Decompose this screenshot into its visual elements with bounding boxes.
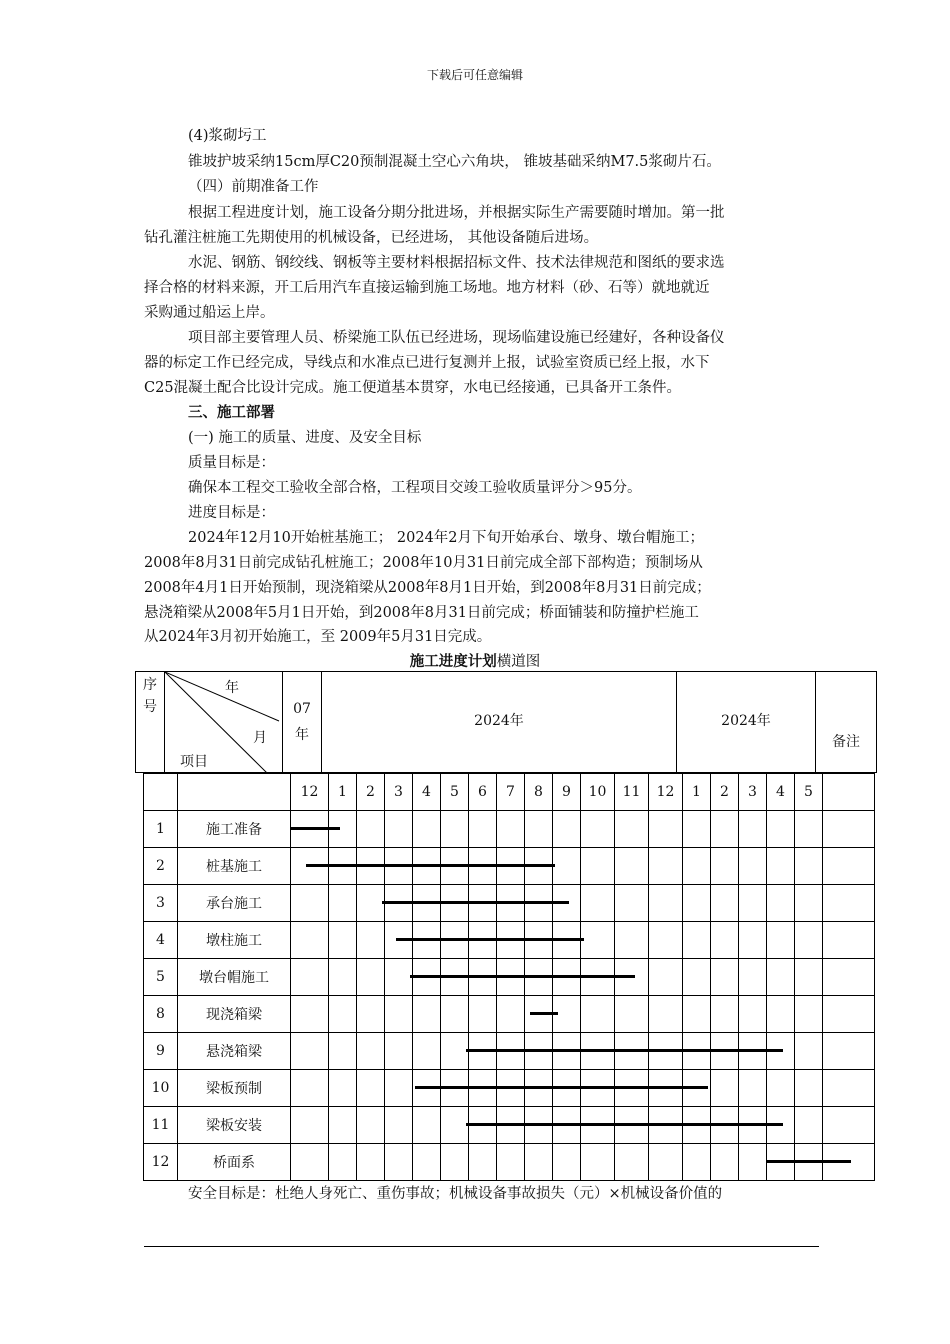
month-header: 5 <box>795 774 823 811</box>
grid-cell <box>767 996 795 1033</box>
para-line: 进度目标是： <box>188 505 275 521</box>
grid-cell <box>581 848 615 885</box>
remark-cell <box>823 1107 875 1144</box>
para-line: 根据工程进度计划，施工设备分期分批进场，并根据实际生产需要随时增加。第一批 <box>188 205 725 221</box>
grid-cell <box>649 811 683 848</box>
remark-cell <box>823 811 875 848</box>
month-row-blank <box>178 774 291 811</box>
gantt-bar <box>466 1049 784 1052</box>
grid-cell <box>795 848 823 885</box>
para-line: 2008年4月1日开始预制，现浇箱梁从2008年8月1日开始，到2008年8月31日前完成； <box>144 580 711 596</box>
month-header: 12 <box>649 774 683 811</box>
grid-cell <box>795 996 823 1033</box>
grid-cell <box>357 885 385 922</box>
grid-cell <box>795 1033 823 1070</box>
remark-cell <box>823 922 875 959</box>
para-line: (4)浆砌圬工 <box>188 128 267 144</box>
gantt-header-table <box>135 671 877 773</box>
year-a-header: 2024年 <box>322 672 677 773</box>
para-line: 采购通过船运上岸。 <box>144 305 275 321</box>
grid-cell <box>739 811 767 848</box>
footer-rule <box>144 1246 819 1247</box>
para-line: 质量目标是： <box>188 455 275 471</box>
month-row <box>144 774 875 811</box>
grid-cell <box>291 922 329 959</box>
grid-cell <box>795 1070 823 1107</box>
header-year-label: 年 <box>225 680 239 696</box>
grid-cell <box>739 959 767 996</box>
grid-cell <box>553 811 581 848</box>
gantt-bar <box>382 901 570 904</box>
grid-cell <box>329 885 357 922</box>
seq-header-cell <box>136 672 165 773</box>
month-header: 10 <box>581 774 615 811</box>
section-heading: 三、施工部署 <box>188 405 275 421</box>
para-line: 器的标定工作已经完成，导线点和水准点已进行复测并上报，试验室资质已经上报，水下 <box>144 355 710 371</box>
grid-cell <box>441 1033 469 1070</box>
grid-cell <box>357 922 385 959</box>
row-item: 梁板安装 <box>178 1107 291 1144</box>
grid-cell <box>767 811 795 848</box>
grid-cell <box>649 848 683 885</box>
grid-cell <box>615 1144 649 1181</box>
grid-cell <box>441 811 469 848</box>
row-number: 4 <box>144 922 178 959</box>
row-item: 桩基施工 <box>178 848 291 885</box>
grid-cell <box>795 811 823 848</box>
grid-cell <box>711 922 739 959</box>
para-line: 项目部主要管理人员、桥梁施工队伍已经进场，现场临建设施已经建好，各种设备仪 <box>188 330 725 346</box>
row-number: 10 <box>144 1070 178 1107</box>
row-number: 2 <box>144 848 178 885</box>
grid-cell <box>385 1144 413 1181</box>
seq-header: 序号 <box>143 677 157 715</box>
grid-cell <box>711 1144 739 1181</box>
grid-cell <box>357 1070 385 1107</box>
grid-cell <box>683 848 711 885</box>
grid-cell <box>767 959 795 996</box>
grid-cell <box>291 959 329 996</box>
remark-cell <box>823 848 875 885</box>
grid-cell <box>469 996 497 1033</box>
grid-cell <box>649 885 683 922</box>
grid-cell <box>357 1144 385 1181</box>
grid-cell <box>683 996 711 1033</box>
grid-cell <box>711 1070 739 1107</box>
grid-cell <box>441 1107 469 1144</box>
remark-cell <box>823 885 875 922</box>
grid-cell <box>357 996 385 1033</box>
grid-cell <box>711 885 739 922</box>
remark-header: 备注 <box>816 672 877 773</box>
month-row-remark <box>823 774 875 811</box>
grid-cell <box>329 996 357 1033</box>
grid-cell <box>497 1144 525 1181</box>
table-row <box>144 811 875 848</box>
year07-cell <box>283 672 322 773</box>
grid-cell <box>711 848 739 885</box>
grid-cell <box>739 885 767 922</box>
month-header: 1 <box>329 774 357 811</box>
gantt-bar <box>306 864 556 867</box>
caption-bold: 施工进度计划 <box>409 654 497 670</box>
grid-cell <box>525 1144 553 1181</box>
grid-cell <box>497 996 525 1033</box>
grid-cell <box>525 811 553 848</box>
row-number: 9 <box>144 1033 178 1070</box>
grid-cell <box>581 811 615 848</box>
month-header: 9 <box>553 774 581 811</box>
gantt-bar <box>530 1012 558 1015</box>
row-item: 施工准备 <box>178 811 291 848</box>
grid-cell <box>497 811 525 848</box>
para-line: 择合格的材料来源，开工后用汽车直接运输到施工场地。地方材料（砂、石等）就地就近 <box>144 280 710 296</box>
row-item: 桥面系 <box>178 1144 291 1181</box>
grid-cell <box>329 1033 357 1070</box>
grid-cell <box>767 922 795 959</box>
grid-cell <box>329 922 357 959</box>
grid-cell <box>291 996 329 1033</box>
grid-cell <box>581 885 615 922</box>
grid-cell <box>683 922 711 959</box>
grid-cell <box>441 996 469 1033</box>
row-number: 11 <box>144 1107 178 1144</box>
row-item: 承台施工 <box>178 885 291 922</box>
grid-cell <box>291 1070 329 1107</box>
gantt-bar <box>767 1160 851 1163</box>
grid-cell <box>711 811 739 848</box>
grid-cell <box>739 922 767 959</box>
grid-cell <box>767 1070 795 1107</box>
month-header: 4 <box>413 774 441 811</box>
grid-cell <box>739 996 767 1033</box>
month-header: 6 <box>469 774 497 811</box>
grid-cell <box>413 1144 441 1181</box>
grid-cell <box>683 811 711 848</box>
grid-cell <box>795 959 823 996</box>
para-line: 2008年8月31日前完成钻孔桩施工；2008年10月31日前完成全部下部构造；预制场从 <box>144 555 703 571</box>
remark-cell <box>823 996 875 1033</box>
grid-cell <box>413 1107 441 1144</box>
grid-cell <box>649 922 683 959</box>
row-number: 8 <box>144 996 178 1033</box>
row-item: 悬浇箱梁 <box>178 1033 291 1070</box>
grid-cell <box>385 996 413 1033</box>
year07-top: 07 <box>293 701 311 717</box>
month-header: 12 <box>291 774 329 811</box>
grid-cell <box>357 959 385 996</box>
month-header: 8 <box>525 774 553 811</box>
grid-cell <box>649 959 683 996</box>
grid-cell <box>795 1107 823 1144</box>
gantt-bar <box>415 1086 707 1089</box>
grid-cell <box>739 1070 767 1107</box>
grid-cell <box>739 1144 767 1181</box>
year-b-header: 2024年 <box>677 672 816 773</box>
row-item: 梁板预制 <box>178 1070 291 1107</box>
grid-cell <box>329 1107 357 1144</box>
diagonal-header-cell <box>165 672 283 773</box>
row-number: 3 <box>144 885 178 922</box>
gantt-bar <box>396 938 584 941</box>
grid-cell <box>413 996 441 1033</box>
gantt-bar <box>466 1123 784 1126</box>
grid-cell <box>711 996 739 1033</box>
month-header: 11 <box>615 774 649 811</box>
grid-cell <box>553 848 581 885</box>
grid-cell <box>329 1070 357 1107</box>
grid-cell <box>385 1070 413 1107</box>
grid-cell <box>683 1144 711 1181</box>
grid-cell <box>581 996 615 1033</box>
month-header: 3 <box>739 774 767 811</box>
grid-cell <box>385 1033 413 1070</box>
row-number: 1 <box>144 811 178 848</box>
month-header: 7 <box>497 774 525 811</box>
row-number: 12 <box>144 1144 178 1181</box>
grid-cell <box>291 1033 329 1070</box>
para-line: 锥坡护坡采纳15cm厚C20预制混凝土空心六角块， 锥坡基础采纳M7.5浆砌片石。 <box>188 154 721 170</box>
grid-cell <box>767 848 795 885</box>
grid-cell <box>649 996 683 1033</box>
remark-cell <box>823 1033 875 1070</box>
grid-cell <box>711 959 739 996</box>
grid-cell <box>385 959 413 996</box>
header-month-label: 月 <box>253 730 267 746</box>
grid-cell <box>385 1107 413 1144</box>
grid-cell <box>413 811 441 848</box>
grid-cell <box>413 1033 441 1070</box>
para-line: C25混凝土配合比设计完成。施工便道基本贯穿，水电已经接通，已具备开工条件。 <box>144 380 682 396</box>
section-heading: (一) 施工的质量、进度、及安全目标 <box>188 430 422 446</box>
row-number: 5 <box>144 959 178 996</box>
para-line: 确保本工程交工验收全部合格，工程项目交竣工验收质量评分＞95分。 <box>188 480 642 496</box>
month-header: 5 <box>441 774 469 811</box>
para-line: 从2024年3月初开始施工，至 2009年5月31日完成。 <box>144 629 492 645</box>
page-header: 下载后可任意编辑 <box>426 68 523 82</box>
grid-cell <box>649 1144 683 1181</box>
gantt-bar <box>410 975 635 978</box>
grid-cell <box>581 922 615 959</box>
remark-cell <box>823 959 875 996</box>
grid-cell <box>739 848 767 885</box>
grid-cell <box>615 996 649 1033</box>
para-line: 钻孔灌注桩施工先期使用的机械设备，已经进场， 其他设备随后进场。 <box>144 230 599 246</box>
grid-cell <box>615 922 649 959</box>
grid-cell <box>469 1144 497 1181</box>
grid-cell <box>683 885 711 922</box>
grid-cell <box>385 811 413 848</box>
table-row <box>144 1144 875 1181</box>
grid-cell <box>795 885 823 922</box>
remark-cell <box>823 1070 875 1107</box>
grid-cell <box>291 885 329 922</box>
table-row <box>144 996 875 1033</box>
grid-cell <box>615 885 649 922</box>
grid-cell <box>767 885 795 922</box>
month-header: 3 <box>385 774 413 811</box>
footer-paragraph: 安全目标是：杜绝人身死亡、重伤事故；机械设备事故损失（元）×机械设备价值的 <box>188 1186 723 1202</box>
grid-cell <box>795 922 823 959</box>
grid-cell <box>357 1033 385 1070</box>
month-header: 4 <box>767 774 795 811</box>
para-line: 2024年12月10开始桩基施工； 2024年2月下旬开始承台、墩身、墩台帽施工； <box>188 530 705 546</box>
para-line: 悬浇箱梁从2008年5月1日开始，到2008年8月31日前完成；桥面铺装和防撞护栏施工 <box>144 605 699 621</box>
grid-cell <box>357 1107 385 1144</box>
grid-cell <box>615 848 649 885</box>
section-heading: （四）前期准备工作 <box>188 179 319 195</box>
grid-cell <box>553 1144 581 1181</box>
month-header: 1 <box>683 774 711 811</box>
row-item: 墩柱施工 <box>178 922 291 959</box>
month-header: 2 <box>711 774 739 811</box>
gantt-bar <box>291 827 340 830</box>
caption-rest: 横道图 <box>496 654 541 670</box>
month-header: 2 <box>357 774 385 811</box>
chart-caption <box>0 650 950 671</box>
para-line: 水泥、钢筋、钢绞线、钢板等主要材料根据招标文件、技术法律规范和图纸的要求选 <box>188 255 725 271</box>
grid-cell <box>357 811 385 848</box>
grid-cell <box>615 811 649 848</box>
grid-cell <box>329 959 357 996</box>
grid-cell <box>329 1144 357 1181</box>
grid-cell <box>291 1107 329 1144</box>
grid-cell <box>683 959 711 996</box>
header-item-label: 项目 <box>180 754 208 770</box>
grid-cell <box>441 1144 469 1181</box>
row-item: 现浇箱梁 <box>178 996 291 1033</box>
grid-cell <box>581 1144 615 1181</box>
grid-cell <box>291 1144 329 1181</box>
month-row-blank <box>144 774 178 811</box>
row-item: 墩台帽施工 <box>178 959 291 996</box>
grid-cell <box>469 811 497 848</box>
year07-bottom: 年 <box>295 727 309 743</box>
